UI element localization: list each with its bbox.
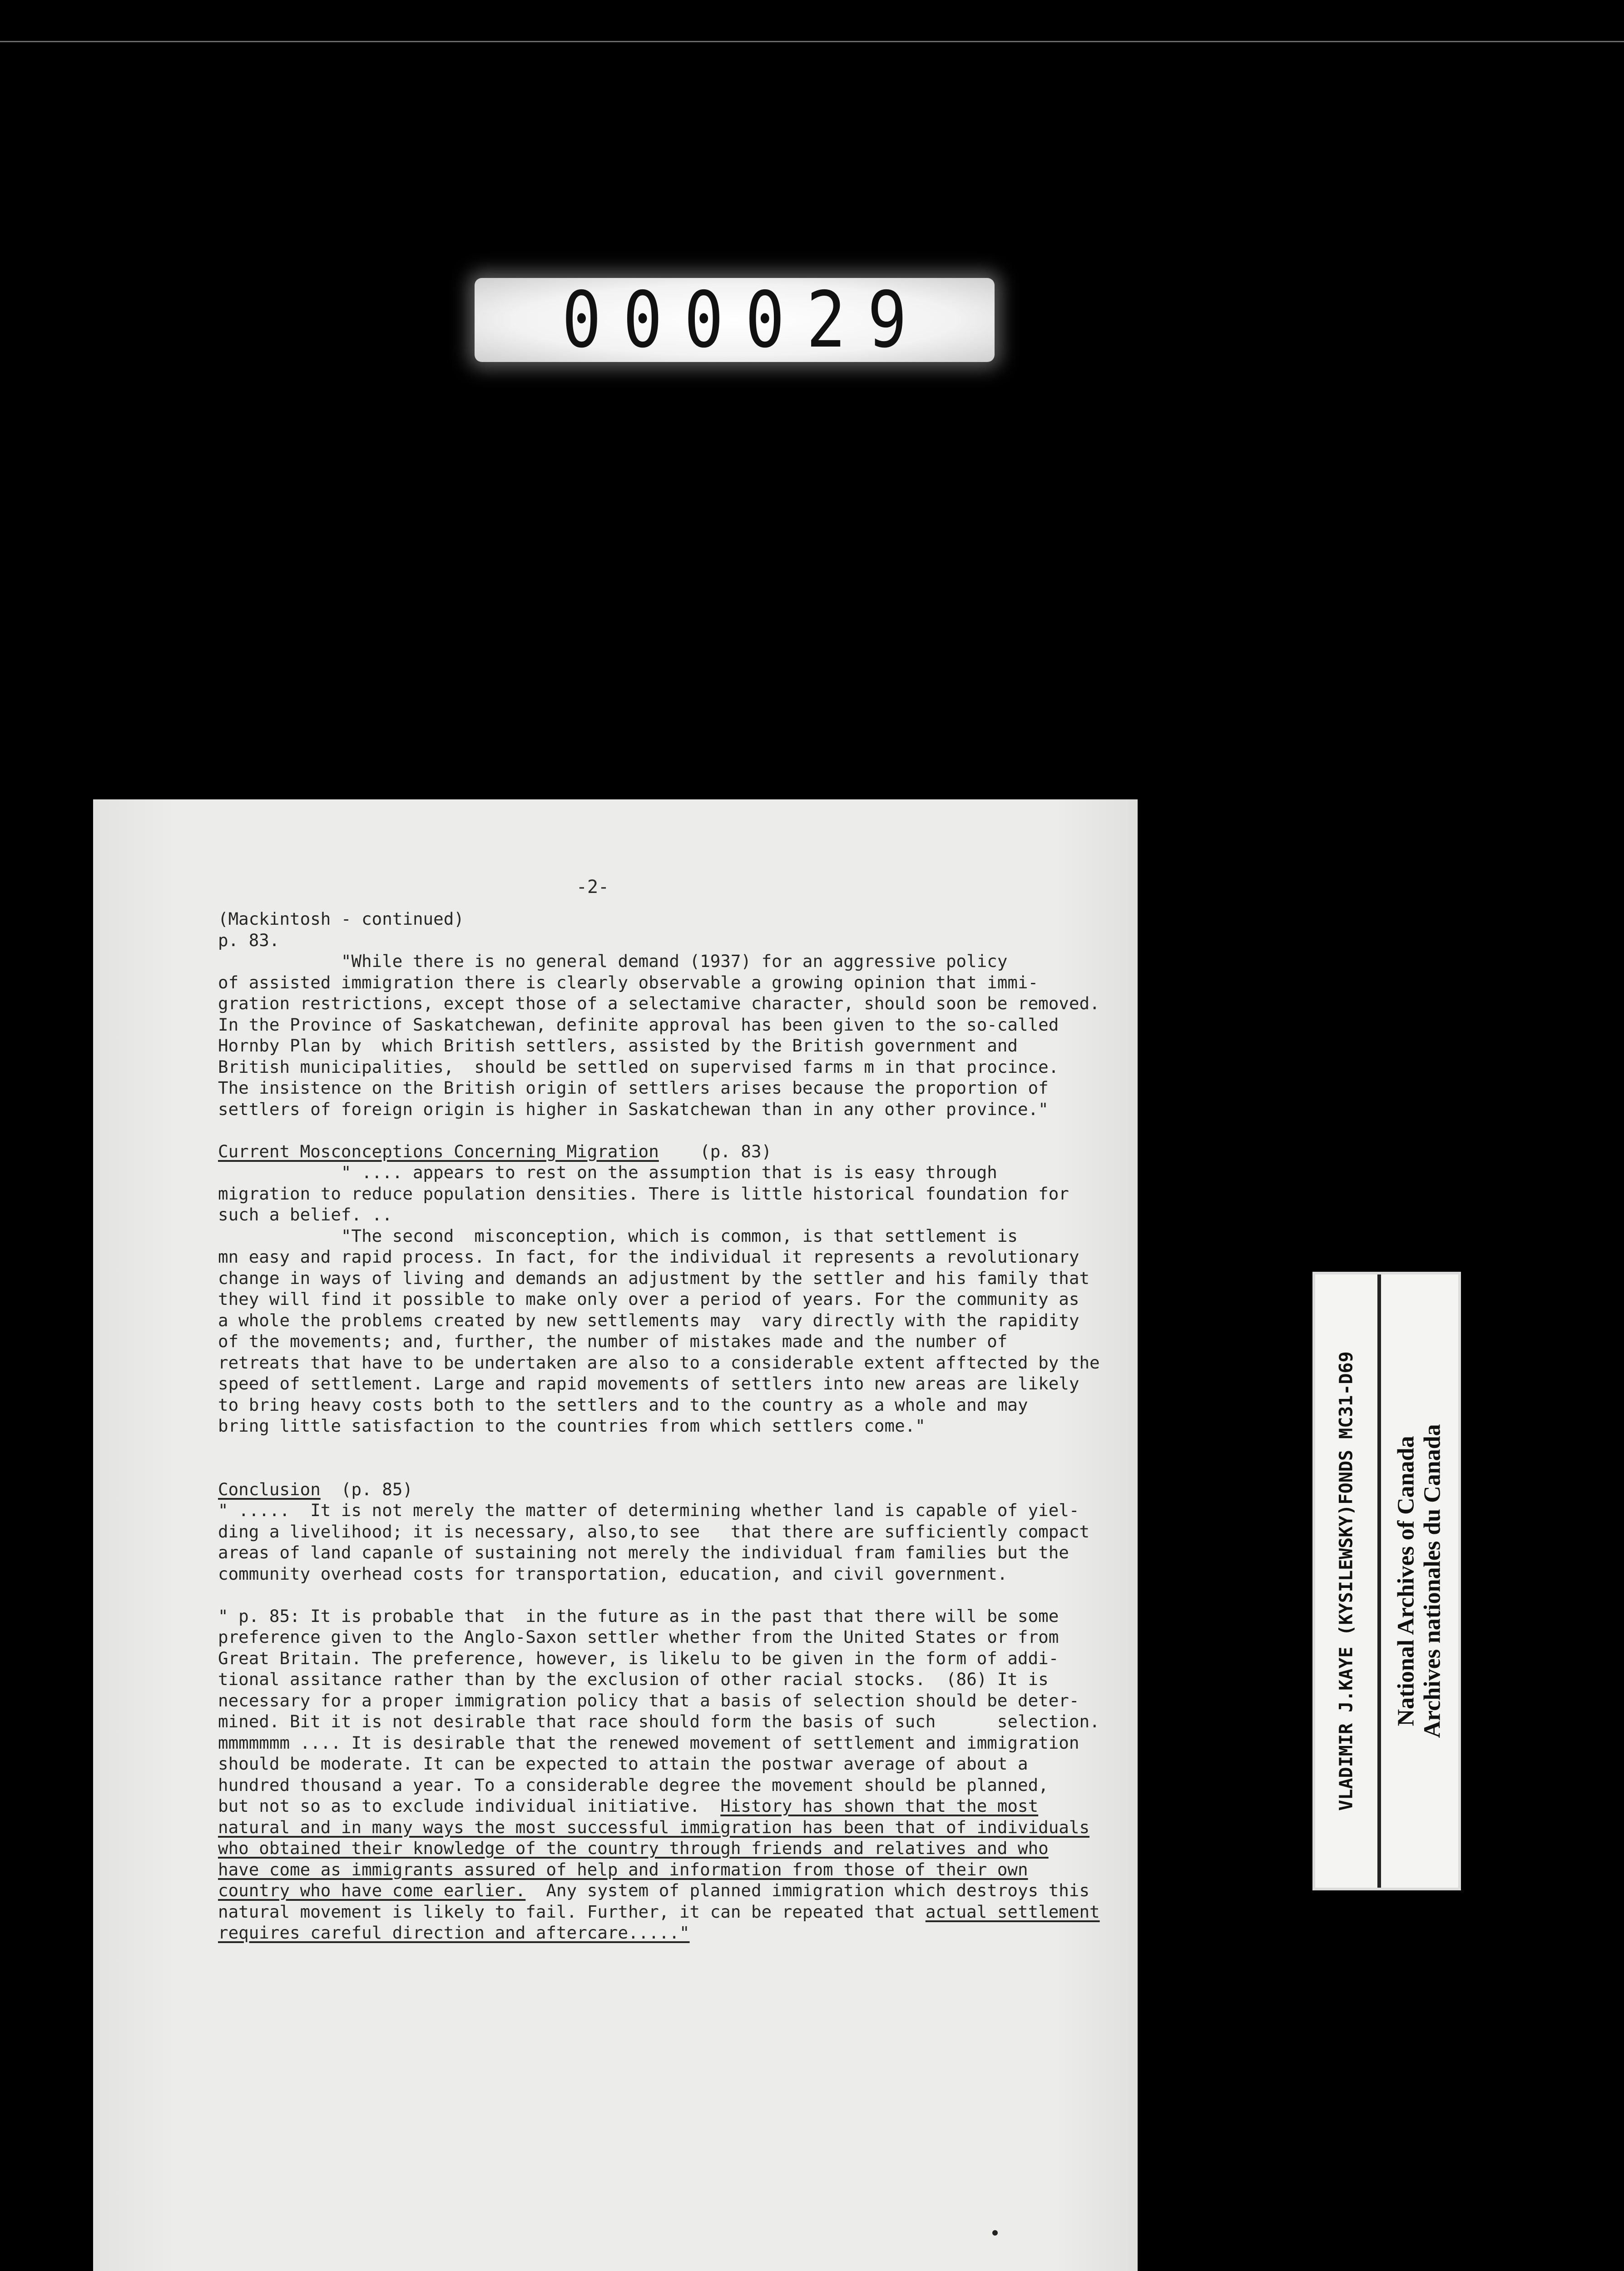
text-line [218, 1795, 1108, 1817]
text-run: bring little satisfaction to the countries from which settlers come." [218, 1416, 926, 1436]
underlined-text: requires careful direction and aftercare....." [218, 1923, 690, 1943]
text-run: p. 83. [218, 930, 280, 950]
text-run: preference given to the Anglo-Saxon settler whether from the United States or from [218, 1627, 1059, 1647]
text-line [218, 1077, 1108, 1099]
text-line [218, 1183, 1108, 1205]
text-run: to bring heavy costs both to the settlers and to the country as a whole and may [218, 1394, 1028, 1415]
text-line [218, 1922, 1108, 1944]
text-run: but not so as to exclude individual initiative. [218, 1796, 721, 1816]
blank-line [218, 1437, 1108, 1458]
page-body-text [218, 908, 1108, 1944]
text-line [218, 1648, 1108, 1669]
text-line [218, 1141, 1108, 1162]
text-run: should be moderate. It can be expected to attain the postwar average of about a [218, 1754, 1028, 1774]
microfilm-frame-counter [475, 275, 995, 365]
underlined-text: who obtained their knowledge of the country through friends and relatives and who [218, 1838, 1049, 1858]
text-line [218, 1521, 1108, 1542]
text-run: areas of land capanle of sustaining not merely the individual fram families but the [218, 1542, 1069, 1562]
text-run: of assisted immigration there is clearly observable a growing opinion that immi- [218, 972, 1039, 992]
text-line [218, 1880, 1108, 1901]
text-line [218, 1711, 1108, 1732]
text-line [218, 930, 1108, 951]
typewritten-page [93, 799, 1138, 2271]
text-run: The insistence on the British origin of settlers arises because the proportion of [218, 1078, 1049, 1098]
blank-line [218, 1120, 1108, 1141]
text-line [218, 1225, 1108, 1247]
text-run: mmmmmmm .... It is desirable that the renewed movement of settlement and immigration [218, 1732, 1079, 1753]
text-line [218, 1732, 1108, 1754]
text-line [218, 1310, 1108, 1331]
archives-name-column [1381, 1274, 1458, 1888]
text-line [218, 1331, 1108, 1352]
blank-line [218, 1458, 1108, 1479]
text-line [218, 1669, 1108, 1690]
text-line [218, 1056, 1108, 1078]
text-line [218, 1289, 1108, 1310]
archives-name [1393, 1424, 1446, 1738]
text-run: natural movement is likely to fail. Further, it can be repeated that [218, 1901, 926, 1922]
text-run: community overhead costs for transportation, education, and civil government. [218, 1563, 1008, 1584]
text-line [218, 1035, 1108, 1056]
text-run: speed of settlement. Large and rapid movements of settlers into new areas are likely [218, 1374, 1079, 1393]
underlined-text: Conclusion [218, 1479, 321, 1499]
text-line [218, 972, 1108, 993]
text-line [218, 1817, 1108, 1838]
text-run: such a belief. .. [218, 1205, 392, 1225]
page-number: -2- [576, 877, 609, 897]
text-run: " p. 85: It is probable that in the future as in the past that there will be some [218, 1606, 1059, 1626]
underlined-text: Current Mosconceptions Concerning Migration [218, 1141, 659, 1161]
text-run: " ..... It is not merely the matter of determining whether land is capable of yiel- [218, 1500, 1079, 1520]
text-line [218, 1606, 1108, 1627]
text-run: they will find it possible to make only over a period of years. For the community as [218, 1289, 1079, 1309]
text-line [218, 1500, 1108, 1521]
text-line [218, 1479, 1108, 1500]
text-line [218, 1162, 1108, 1183]
text-line [218, 1859, 1108, 1880]
underlined-text: have come as immigrants assured of help and information from those of their own [218, 1859, 1028, 1879]
text-run: In the Province of Saskatchewan, definite approval has been given to the so-called [218, 1014, 1059, 1035]
underlined-text: History has shown that the most [720, 1796, 1039, 1816]
text-run: mined. Bit it is not desirable that race should form the basis of such selection. [218, 1711, 1100, 1731]
film-edge-line [0, 41, 1624, 42]
text-line [218, 1626, 1108, 1648]
text-run: British municipalities, should be settled on supervised farms m in that procince. [218, 1056, 1059, 1077]
text-line [218, 1204, 1108, 1225]
text-line [218, 993, 1108, 1014]
text-line [218, 1563, 1108, 1585]
fonds-column [1315, 1274, 1377, 1888]
text-run: of the movements; and, further, the number of mistakes made and the number of [218, 1331, 1008, 1351]
text-run: necessary for a proper immigration policy that a basis of selection should be deter- [218, 1690, 1079, 1711]
text-line [218, 1753, 1108, 1775]
text-run: tional assitance rather than by the exclusion of other racial stocks. (86) It is [218, 1669, 1049, 1689]
text-line [218, 1415, 1108, 1437]
archives-name-en: National Archives of Canada [1393, 1436, 1419, 1726]
text-line [218, 1014, 1108, 1036]
text-line [218, 1352, 1108, 1374]
underlined-text: natural and in many ways the most successful immigration has been that of individuals [218, 1817, 1090, 1837]
text-run: a whole the problems created by new settlements may vary directly with the rapidity [218, 1310, 1079, 1330]
archive-label-card [1312, 1272, 1461, 1890]
text-run: ding a livelihood; it is necessary, also,to see that there are sufficiently compact [218, 1521, 1090, 1542]
text-run: (p. 85) [320, 1479, 413, 1499]
text-line [218, 1542, 1108, 1563]
text-run: "While there is no general demand (1937) for an aggressive policy [218, 951, 1008, 971]
text-line [218, 951, 1108, 972]
text-line [218, 1394, 1108, 1416]
text-line [218, 1373, 1108, 1394]
text-line [218, 908, 1108, 930]
text-run: mn easy and rapid process. In fact, for the individual it represents a revolutionary [218, 1247, 1079, 1267]
text-line [218, 1268, 1108, 1289]
text-run: settlers of foreign origin is higher in Saskatchewan than in any other province." [218, 1099, 1049, 1119]
text-run: hundred thousand a year. To a considerable degree the movement should be planned, [218, 1775, 1049, 1795]
text-line [218, 1246, 1108, 1268]
blank-line [218, 1584, 1108, 1606]
label-divider [1377, 1274, 1381, 1888]
ink-mark [991, 2229, 999, 2236]
text-line [218, 1901, 1108, 1923]
text-run: migration to reduce population densities. There is little historical foundation for [218, 1183, 1069, 1204]
text-run: (Mackintosh - continued) [218, 909, 464, 929]
text-line [218, 1099, 1108, 1120]
text-run: (p. 83) [659, 1141, 772, 1161]
fonds-reference: VLADIMIR J.KAYE (KYSILEWSKY)FONDS MC31-D69 [1336, 1351, 1357, 1811]
text-run: change in ways of living and demands an adjustment by the settler and his family that [218, 1268, 1090, 1288]
underlined-text: country who have come earlier. [218, 1880, 526, 1900]
archives-name-fr: Archives nationales du Canada [1420, 1424, 1446, 1738]
underlined-text: actual settlement [925, 1901, 1100, 1922]
text-run: Great Britain. The preference, however, is likelu to be given in the form of addi- [218, 1648, 1059, 1668]
text-run: "The second misconception, which is common, is that settlement is [218, 1225, 1018, 1246]
text-line [218, 1690, 1108, 1711]
text-run: retreats that have to be undertaken are also to a considerable extent afftected by the [218, 1352, 1100, 1373]
frame-number: 000029 [562, 275, 929, 365]
text-run: " .... appears to rest on the assumption that is is easy through [218, 1162, 997, 1182]
text-line [218, 1775, 1108, 1796]
text-run: Any system of planned immigration which destroys this [525, 1880, 1090, 1900]
text-line [218, 1838, 1108, 1859]
text-run: Hornby Plan by which British settlers, assisted by the British government and [218, 1036, 1018, 1056]
text-run: gration restrictions, except those of a selectamive character, should soon be removed. [218, 993, 1100, 1013]
